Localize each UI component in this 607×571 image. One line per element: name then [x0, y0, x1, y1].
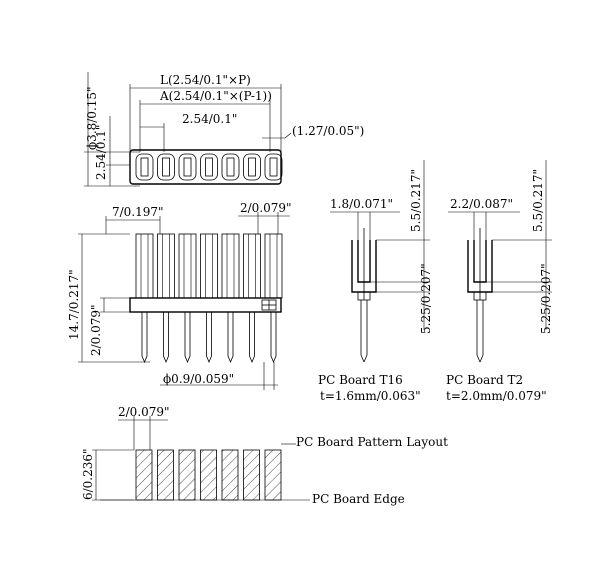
pin-lead — [164, 312, 169, 362]
pin-body — [179, 234, 196, 298]
pattern-pad — [179, 450, 195, 500]
t16-slot-label: 1.8/0.071" — [330, 197, 393, 211]
t2-title: PC Board T2 — [446, 373, 524, 387]
pattern-pad — [158, 450, 174, 500]
top-gap-label: 2/0.079" — [240, 201, 292, 215]
socket-slot — [163, 158, 170, 176]
t16-h2-label: 5.25/0.207" — [419, 263, 433, 334]
t16-detail — [318, 160, 433, 403]
pin-lead — [228, 312, 233, 362]
pin-body — [265, 234, 282, 298]
pattern-pad — [265, 450, 281, 500]
dim-L-label: L(2.54/0.1"×P) — [160, 73, 251, 87]
pattern-pad — [244, 450, 260, 500]
pin-dia-label: ϕ0.9/0.059" — [163, 372, 235, 386]
body-width-label: 7/0.197" — [112, 205, 164, 219]
t16-thickness: t=1.6mm/0.063" — [320, 389, 421, 403]
pattern-layout — [81, 405, 448, 506]
socket-slot — [227, 158, 234, 176]
t16-title: PC Board T16 — [318, 373, 403, 387]
dim-A-label: A(2.54/0.1"×(P-1)) — [160, 89, 272, 103]
side-view-pins — [136, 234, 282, 362]
board-edge-label: PC Board Edge — [312, 492, 405, 506]
pin-body — [244, 234, 261, 298]
pin-body — [222, 234, 239, 298]
t16-h1-label: 5.5/0.217" — [409, 169, 423, 232]
pin-lead — [250, 312, 255, 362]
side-view — [67, 201, 292, 390]
dim-half-pitch-label: (1.27/0.05") — [292, 124, 365, 138]
pattern-pad — [222, 450, 238, 500]
socket-slot — [141, 158, 148, 176]
top-view — [84, 72, 364, 186]
pin-body — [201, 234, 218, 298]
pattern-height-label: 6/0.236" — [81, 448, 95, 500]
t2-h1-label: 5.5/0.217" — [531, 169, 545, 232]
overall-height-label: 14.7/0.217" — [67, 269, 81, 340]
dim-pitch-label: 2.54/0.1" — [182, 112, 238, 126]
pattern-pad — [136, 450, 152, 500]
top-pitch-vertical-label: 2.54/0.1" — [94, 124, 108, 180]
socket-slot — [184, 158, 191, 176]
pattern-gap-label: 2/0.079" — [118, 405, 170, 419]
pin-body — [158, 234, 175, 298]
t2-thickness: t=2.0mm/0.079" — [446, 389, 547, 403]
pin-lead — [185, 312, 190, 362]
pattern-pads — [136, 450, 281, 500]
socket-slot — [270, 158, 277, 176]
top-dia-label: ϕ3.8/0.15" — [85, 86, 99, 150]
t2-slot-label: 2.2/0.087" — [450, 197, 513, 211]
pin-lead — [271, 312, 276, 362]
pin-lead — [207, 312, 212, 362]
socket-slot — [206, 158, 213, 176]
pin-body — [136, 234, 153, 298]
socket-slot — [249, 158, 256, 176]
pattern-pad — [201, 450, 217, 500]
pin-lead — [142, 312, 147, 362]
t2-h2-label: 5.25/0.207" — [539, 263, 553, 334]
base-height-label: 2/0.079" — [89, 304, 103, 356]
t2-detail — [446, 160, 553, 403]
top-view-sockets — [136, 154, 282, 180]
pattern-layout-label: PC Board Pattern Layout — [296, 435, 448, 449]
